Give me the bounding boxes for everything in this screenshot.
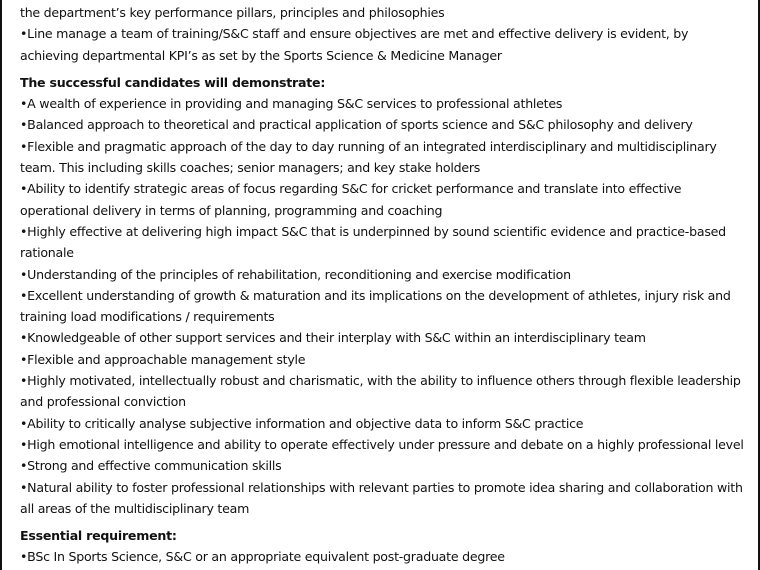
list-item: •Balanced approach to theoretical and practical application of sports science and S&C philosophy and delivery — [20, 117, 693, 133]
list-item: •Knowledgeable of other support services and their interplay with S&C within an interdisciplinary team — [20, 330, 646, 346]
candidates-heading: The successful candidates will demonstrate: — [20, 74, 326, 90]
list-item: •Natural ability to foster professional relationships with relevant parties to promote idea sharing and collaboration with all areas of the multidisciplinary team — [20, 479, 743, 516]
list-item: •Ability to critically analyse subjective information and objective data to inform S&C practice — [20, 415, 584, 431]
list-item: •Flexible and pragmatic approach of the day to day running of an integrated interdisciplinary and multidisciplinary team. This including skills coaches; senior managers; and key stake holders — [20, 138, 717, 176]
list-item: •Flexible and approachable management style — [20, 351, 306, 367]
intro-bullet: •Line manage a team of training/S&C staff and ensure objectives are met and effective delivery is evident, by achieving departmental KPI’s as set by the Sports Science & Medicine Manager — [20, 26, 689, 63]
intro-line: the department’s key performance pillars, principles and philosophies — [20, 5, 445, 20]
essential-heading: Essential requirement: — [20, 528, 177, 544]
list-item: •Highly effective at delivering high impact S&C that is underpinned by sound scientific evidence and practice-based rationale — [20, 223, 726, 261]
list-item: •BSc In Sports Science, S&C or an appropriate equivalent post-graduate degree — [20, 549, 505, 565]
list-item: •Excellent understanding of growth & maturation and its implications on the development of athletes, injury risk and training load modifications / requirements — [20, 287, 731, 325]
list-item: •Highly motivated, intellectually robust and charismatic, with the ability to influence others through flexible leadership and professional conviction — [20, 373, 741, 410]
list-item: •High emotional intelligence and ability to operate effectively under pressure and debate on a highly professional level — [20, 436, 744, 452]
document-body — [20, 2, 748, 568]
list-item: •Ability to identify strategic areas of focus regarding S&C for cricket performance and translate into effective operational delivery in terms of planning, programming and coaching — [20, 181, 682, 218]
list-item: •Strong and effective communication skills — [20, 458, 282, 474]
list-item: •Understanding of the principles of rehabilitation, reconditioning and exercise modification — [20, 266, 571, 282]
list-item: •A wealth of experience in providing and managing S&C services to professional athletes — [20, 96, 563, 112]
